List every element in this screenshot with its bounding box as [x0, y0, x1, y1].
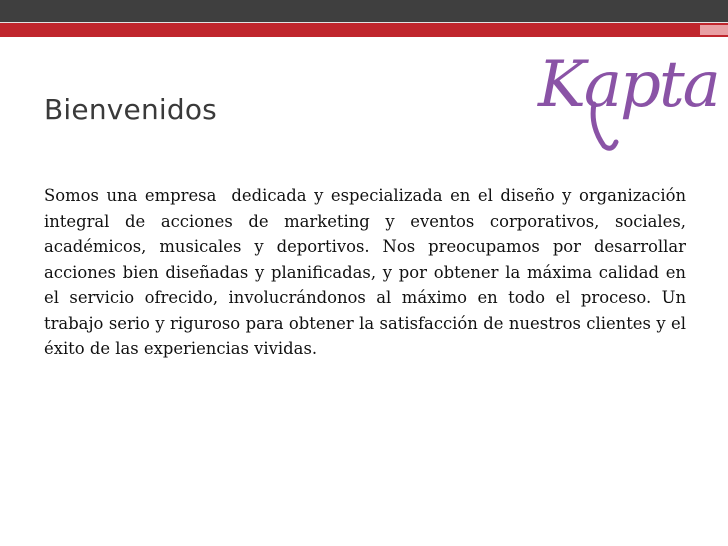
kapta-logo [532, 40, 728, 160]
svg-text:Kapta: Kapta [538, 48, 719, 122]
accent-stripe-segment [700, 25, 728, 35]
accent-stripe [0, 22, 728, 37]
top-bar [0, 0, 728, 22]
page-title: Bienvenidos [44, 93, 217, 126]
body-paragraph: Somos una empresa dedicada y especializada en el diseño y organización integral de acciones de marketing y eventos corporativos, sociales, académicos, musicales y deportivos. Nos preocupamos por desarrollar acciones bien diseñadas y planificadas, y por obtener la máxima calidad en el servicio ofrecido, involucrándonos al máximo en todo el proceso. Un trabajo serio y riguroso para obtener la satisfacción de nuestros clientes y el éxito de las experiencias vividas. [44, 186, 692, 358]
